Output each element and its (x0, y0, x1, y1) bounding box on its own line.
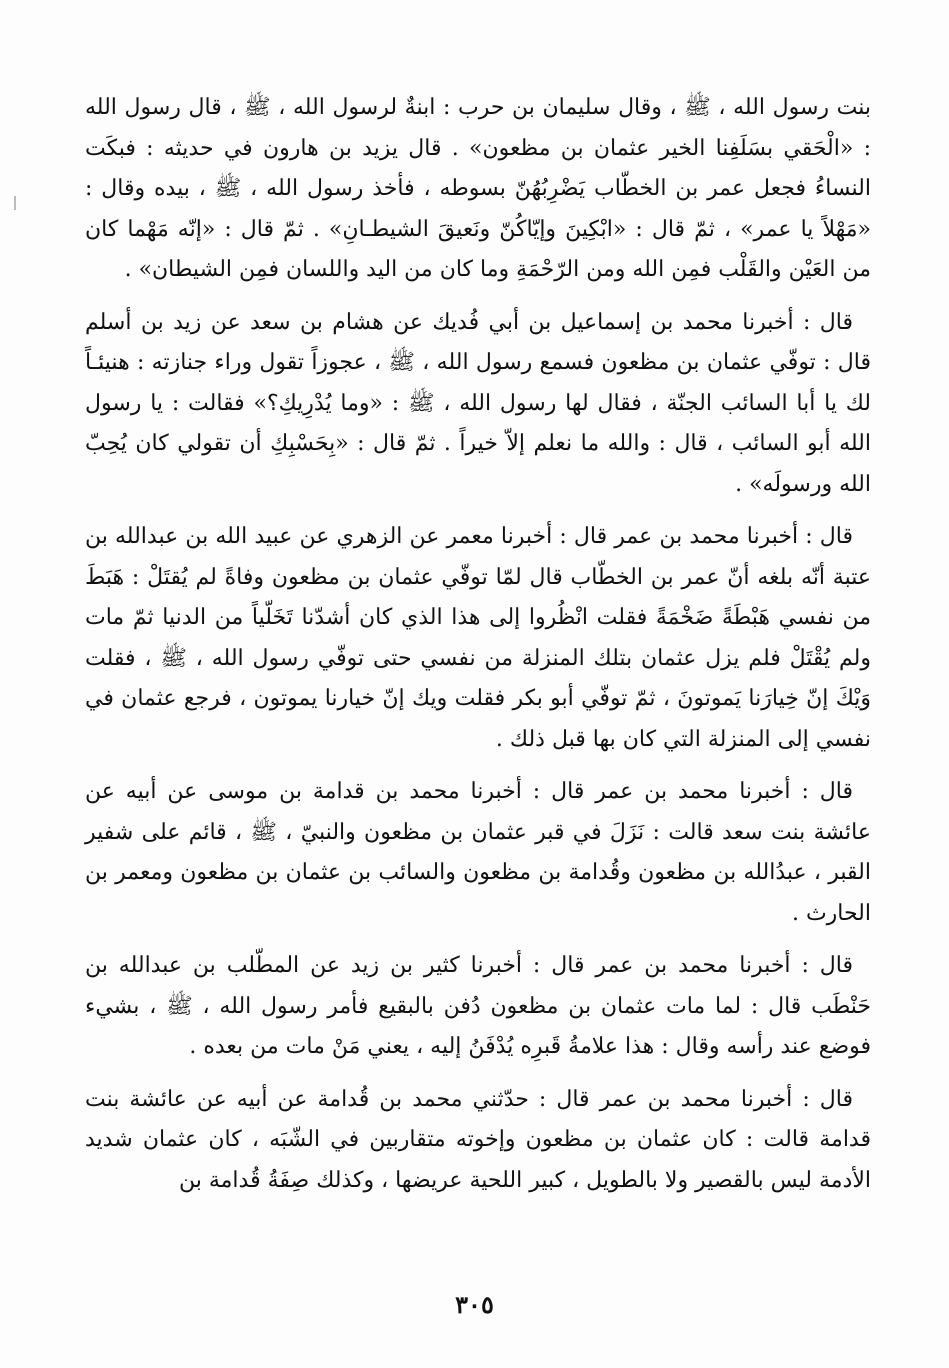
paragraph-5: قال : أخبرنا محمد بن عمر قال : أخبرنا كثير بن زيد عن المطّلب بن عبدالله بن حَنْطَب قال : لما مات عثمان بن مظعون دُفن بالبقيع فأمر رسول الله ، ﷺ ، بشيء فوضع عند رأسه وقال : هذا علامةُ قَبرِه يُدْفَنُ إليه ، يعني مَنْ مات من بعده . (85, 953, 871, 1059)
paragraph-6: قال : أخبرنا محمد بن عمر قال : حدّثني محمد بن قُدامة عن أبيه عن عائشة بنت قدامة قالت : كان عثمان بن مظعون وإخوته متقاربين في الشّبَه ، كان عثمان شديد الأدمة ليس بالقصير ولا بالطويل ، كبير اللحية عريضها ، وكذلك صِفَةُ قُدامة بن (85, 1086, 871, 1193)
margin-mark (14, 196, 16, 210)
page-number: ٣٠٥ (455, 1290, 494, 1319)
page-body-text (85, 88, 871, 1213)
paragraph-1: بنت رسول الله ، ﷺ ، وقال سليمان بن حرب : ابنةٌ لرسول الله ، ﷺ ، قال رسول الله : «الْحَقي بسَلَفِنا الخير عثمان بن مظعون» . قال يزيد بن هارون في حديثه : فبكَت النساءُ فجعل عمر بن الخطّاب يَضْرِبُهُنّ بسوطه ، فأخذ رسول الله ، ﷺ ، بيده وقال : «مَهْلاً يا عمر» ، ثمّ قال : «ابْكِينَ وإيّاكُنّ ونَعيقَ الشيطـانِ» . ثمّ قال : «إنّه مَهْما كان من العَيْن والقَلْب فمِن الله ومن الرّحْمَةِ وما كان من اليد واللسان فمِن الشيطان» . (85, 95, 871, 282)
paragraph-3: قال : أخبرنا محمد بن عمر قال : أخبرنا معمر عن الزهري عن عبيد الله بن عبدالله بن عتبة أنّه بلغه أنّ عمر بن الخطّاب قال لمّا توفّي عثمان بن مظعون وفاةً لم يُقتَلْ : هَبَطَ من نفسي هَبْطَةً ضَخْمَةً فقلت انْظُروا إلى هذا الذي كان أشدّنا تَخَلّياً من الدنيا ثمّ مات ولم يُقْتَلْ فلم يزل عثمان بتلك المنزلة من نفسي حتى توفّي رسول الله ، ﷺ ، فقلت وَيْكَ إنّ خِيارَنا يَموتونَ ، ثمّ توفّي أبو بكر فقلت ويك إنّ خيارنا يموتون ، فرجع عثمان في نفسي إلى المنزلة التي كان بها قبل ذلك . (85, 524, 871, 752)
paragraph-2: قال : أخبرنا محمد بن إسماعيل بن أبي فُديك عن هشام بن سعد عن زيد بن أسلم قال : توفّي عثمان بن مظعون فسمع رسول الله ، ﷺ ، عجوزاً تقول وراء جنازته : هنيئـاً لك يا أبا السائب الجنّة ، فقال لها رسول الله ، ﷺ : «وما يُدْرِيكِ؟» فقالت : يا رسول الله أبو السائب ، قال : والله ما نعلم إلاّ خيراً . ثمّ قال : «بِحَسْبِكِ أن تقولي كان يُحِبّ الله ورسولَه» . (85, 309, 871, 497)
paragraph-4: قال : أخبرنا محمد بن عمر قال : أخبرنا محمد بن قدامة بن موسى عن أبيه عن عائشة بنت سعد قالت : نَزَلَ في قبر عثمان بن مظعون والنبيّ ، ﷺ ، قائم على شفير القبر ، عبدُالله بن مظعون وقُدامة بن مظعون والسائب بن عثمان بن مظعون ومعمر بن الحارث . (85, 779, 871, 926)
